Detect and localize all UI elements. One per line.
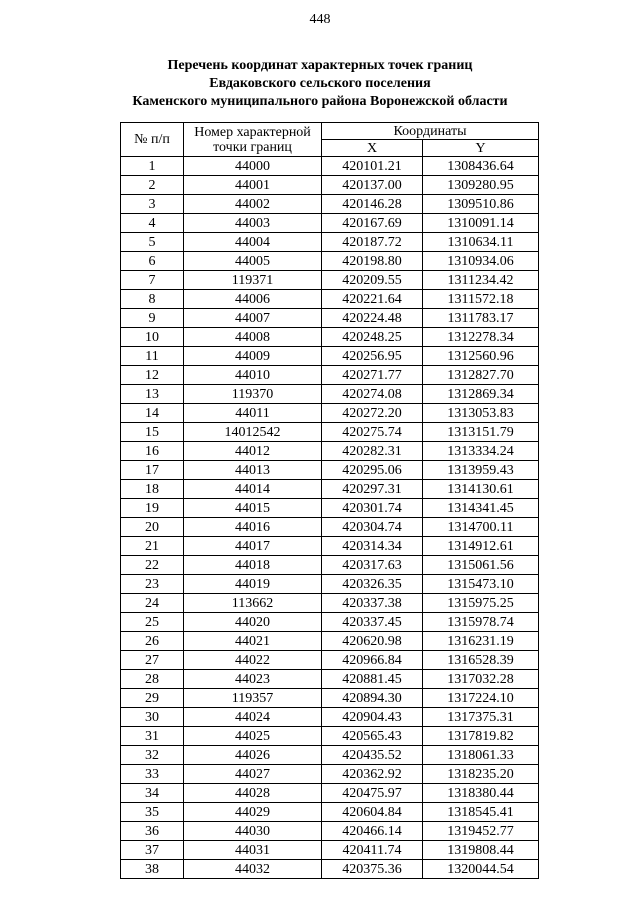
table-row <box>121 423 539 442</box>
cell-point-number: 44024 <box>184 708 322 727</box>
table-row <box>121 708 539 727</box>
cell-point-number: 119370 <box>184 385 322 404</box>
cell-y: 1310091.14 <box>423 214 539 233</box>
cell-y: 1315061.56 <box>423 556 539 575</box>
cell-point-number: 44000 <box>184 157 322 176</box>
cell-point-number: 44007 <box>184 309 322 328</box>
header-coordinates: Координаты <box>322 123 539 140</box>
cell-y: 1320044.54 <box>423 860 539 879</box>
cell-point-number: 14012542 <box>184 423 322 442</box>
cell-row-number: 19 <box>121 499 184 518</box>
cell-y: 1313959.43 <box>423 461 539 480</box>
cell-row-number: 7 <box>121 271 184 290</box>
table-row <box>121 233 539 252</box>
cell-point-number: 44026 <box>184 746 322 765</box>
table-row <box>121 157 539 176</box>
cell-point-number: 44022 <box>184 651 322 670</box>
table-row <box>121 328 539 347</box>
cell-row-number: 20 <box>121 518 184 537</box>
cell-row-number: 25 <box>121 613 184 632</box>
cell-row-number: 14 <box>121 404 184 423</box>
cell-y: 1309510.86 <box>423 195 539 214</box>
cell-point-number: 44014 <box>184 480 322 499</box>
cell-point-number: 44015 <box>184 499 322 518</box>
header-row-number: № п/п <box>121 123 184 157</box>
cell-x: 420337.38 <box>322 594 423 613</box>
cell-y: 1313053.83 <box>423 404 539 423</box>
cell-y: 1312827.70 <box>423 366 539 385</box>
title-line-2: Евдаковского сельского поселения <box>209 76 431 91</box>
cell-y: 1314912.61 <box>423 537 539 556</box>
cell-point-number: 44009 <box>184 347 322 366</box>
table-row <box>121 689 539 708</box>
cell-x: 420604.84 <box>322 803 423 822</box>
cell-row-number: 24 <box>121 594 184 613</box>
cell-x: 420301.74 <box>322 499 423 518</box>
cell-point-number: 44011 <box>184 404 322 423</box>
header-point-line-2: точки границ <box>213 139 292 155</box>
cell-x: 420362.92 <box>322 765 423 784</box>
cell-y: 1313151.79 <box>423 423 539 442</box>
header-point-line-1: Номер характерной <box>194 124 311 140</box>
cell-x: 420966.84 <box>322 651 423 670</box>
cell-point-number: 44016 <box>184 518 322 537</box>
cell-y: 1314341.45 <box>423 499 539 518</box>
cell-row-number: 36 <box>121 822 184 841</box>
cell-row-number: 38 <box>121 860 184 879</box>
cell-point-number: 44032 <box>184 860 322 879</box>
cell-y: 1318061.33 <box>423 746 539 765</box>
cell-row-number: 15 <box>121 423 184 442</box>
table-row <box>121 309 539 328</box>
cell-x: 420297.31 <box>322 480 423 499</box>
table-header <box>121 123 539 157</box>
cell-y: 1312869.34 <box>423 385 539 404</box>
table-row <box>121 252 539 271</box>
cell-x: 420167.69 <box>322 214 423 233</box>
cell-y: 1314130.61 <box>423 480 539 499</box>
cell-row-number: 8 <box>121 290 184 309</box>
cell-y: 1312560.96 <box>423 347 539 366</box>
cell-point-number: 44025 <box>184 727 322 746</box>
table-row <box>121 575 539 594</box>
cell-point-number: 44031 <box>184 841 322 860</box>
cell-x: 420466.14 <box>322 822 423 841</box>
cell-x: 420326.35 <box>322 575 423 594</box>
table-row <box>121 841 539 860</box>
table-row <box>121 518 539 537</box>
cell-point-number: 119371 <box>184 271 322 290</box>
cell-y: 1311234.42 <box>423 271 539 290</box>
cell-row-number: 9 <box>121 309 184 328</box>
cell-x: 420137.00 <box>322 176 423 195</box>
cell-x: 420282.31 <box>322 442 423 461</box>
cell-row-number: 37 <box>121 841 184 860</box>
cell-row-number: 31 <box>121 727 184 746</box>
cell-point-number: 44001 <box>184 176 322 195</box>
cell-point-number: 44017 <box>184 537 322 556</box>
table-row <box>121 860 539 879</box>
cell-row-number: 29 <box>121 689 184 708</box>
table-row <box>121 499 539 518</box>
cell-row-number: 27 <box>121 651 184 670</box>
cell-row-number: 23 <box>121 575 184 594</box>
cell-point-number: 119357 <box>184 689 322 708</box>
cell-row-number: 32 <box>121 746 184 765</box>
cell-point-number: 44013 <box>184 461 322 480</box>
cell-x: 420435.52 <box>322 746 423 765</box>
cell-x: 420411.74 <box>322 841 423 860</box>
cell-y: 1315975.25 <box>423 594 539 613</box>
cell-point-number: 44029 <box>184 803 322 822</box>
table-row <box>121 594 539 613</box>
cell-point-number: 44027 <box>184 765 322 784</box>
cell-y: 1311783.17 <box>423 309 539 328</box>
cell-y: 1319452.77 <box>423 822 539 841</box>
cell-x: 420475.97 <box>322 784 423 803</box>
cell-row-number: 6 <box>121 252 184 271</box>
cell-row-number: 4 <box>121 214 184 233</box>
cell-row-number: 28 <box>121 670 184 689</box>
cell-point-number: 44004 <box>184 233 322 252</box>
cell-y: 1318235.20 <box>423 765 539 784</box>
cell-y: 1319808.44 <box>423 841 539 860</box>
cell-y: 1312278.34 <box>423 328 539 347</box>
cell-y: 1317375.31 <box>423 708 539 727</box>
table-row <box>121 632 539 651</box>
cell-x: 420274.08 <box>322 385 423 404</box>
cell-row-number: 21 <box>121 537 184 556</box>
cell-point-number: 113662 <box>184 594 322 613</box>
title-line-3: Каменского муниципального района Воронежской области <box>132 94 508 109</box>
cell-y: 1311572.18 <box>423 290 539 309</box>
cell-point-number: 44003 <box>184 214 322 233</box>
cell-x: 420904.43 <box>322 708 423 727</box>
cell-y: 1317819.82 <box>423 727 539 746</box>
cell-x: 420620.98 <box>322 632 423 651</box>
header-y: Y <box>423 140 539 157</box>
document-title <box>80 57 560 111</box>
table-row <box>121 670 539 689</box>
cell-y: 1316528.39 <box>423 651 539 670</box>
cell-x: 420304.74 <box>322 518 423 537</box>
cell-row-number: 33 <box>121 765 184 784</box>
cell-y: 1318545.41 <box>423 803 539 822</box>
cell-x: 420565.43 <box>322 727 423 746</box>
cell-point-number: 44018 <box>184 556 322 575</box>
cell-x: 420221.64 <box>322 290 423 309</box>
header-point-number <box>184 123 322 157</box>
cell-y: 1316231.19 <box>423 632 539 651</box>
cell-x: 420224.48 <box>322 309 423 328</box>
cell-x: 420248.25 <box>322 328 423 347</box>
table-row <box>121 366 539 385</box>
cell-x: 420881.45 <box>322 670 423 689</box>
cell-x: 420198.80 <box>322 252 423 271</box>
cell-point-number: 44023 <box>184 670 322 689</box>
table-row <box>121 651 539 670</box>
table-row <box>121 442 539 461</box>
cell-row-number: 18 <box>121 480 184 499</box>
table-row <box>121 385 539 404</box>
cell-row-number: 11 <box>121 347 184 366</box>
cell-y: 1313334.24 <box>423 442 539 461</box>
table-row <box>121 765 539 784</box>
cell-y: 1317032.28 <box>423 670 539 689</box>
coordinates-table <box>120 122 539 879</box>
cell-row-number: 16 <box>121 442 184 461</box>
cell-x: 420337.45 <box>322 613 423 632</box>
cell-y: 1310634.11 <box>423 233 539 252</box>
table-row <box>121 822 539 841</box>
cell-row-number: 2 <box>121 176 184 195</box>
cell-row-number: 3 <box>121 195 184 214</box>
cell-y: 1318380.44 <box>423 784 539 803</box>
cell-point-number: 44020 <box>184 613 322 632</box>
title-line-1: Перечень координат характерных точек границ <box>167 58 473 73</box>
cell-x: 420317.63 <box>322 556 423 575</box>
table-row <box>121 537 539 556</box>
cell-x: 420146.28 <box>322 195 423 214</box>
table-row <box>121 480 539 499</box>
table-row <box>121 556 539 575</box>
cell-y: 1317224.10 <box>423 689 539 708</box>
cell-y: 1308436.64 <box>423 157 539 176</box>
cell-point-number: 44008 <box>184 328 322 347</box>
cell-point-number: 44028 <box>184 784 322 803</box>
table-body <box>121 157 539 879</box>
table-row <box>121 290 539 309</box>
table-row <box>121 347 539 366</box>
cell-row-number: 5 <box>121 233 184 252</box>
cell-y: 1309280.95 <box>423 176 539 195</box>
cell-point-number: 44019 <box>184 575 322 594</box>
table-row <box>121 404 539 423</box>
table-row <box>121 271 539 290</box>
table-row <box>121 746 539 765</box>
cell-x: 420314.34 <box>322 537 423 556</box>
cell-x: 420375.36 <box>322 860 423 879</box>
table-row <box>121 803 539 822</box>
cell-row-number: 12 <box>121 366 184 385</box>
table-row <box>121 461 539 480</box>
cell-x: 420275.74 <box>322 423 423 442</box>
cell-point-number: 44006 <box>184 290 322 309</box>
cell-x: 420256.95 <box>322 347 423 366</box>
cell-x: 420271.77 <box>322 366 423 385</box>
cell-point-number: 44021 <box>184 632 322 651</box>
cell-row-number: 1 <box>121 157 184 176</box>
cell-row-number: 10 <box>121 328 184 347</box>
table-row <box>121 195 539 214</box>
table-row <box>121 214 539 233</box>
cell-x: 420894.30 <box>322 689 423 708</box>
cell-x: 420272.20 <box>322 404 423 423</box>
table-row <box>121 727 539 746</box>
cell-row-number: 13 <box>121 385 184 404</box>
page-number: 448 <box>309 12 331 27</box>
cell-y: 1315473.10 <box>423 575 539 594</box>
cell-x: 420209.55 <box>322 271 423 290</box>
table-row <box>121 613 539 632</box>
cell-point-number: 44005 <box>184 252 322 271</box>
table-row <box>121 176 539 195</box>
cell-row-number: 17 <box>121 461 184 480</box>
header-x: X <box>322 140 423 157</box>
cell-row-number: 34 <box>121 784 184 803</box>
cell-row-number: 35 <box>121 803 184 822</box>
cell-x: 420187.72 <box>322 233 423 252</box>
cell-y: 1315978.74 <box>423 613 539 632</box>
cell-point-number: 44002 <box>184 195 322 214</box>
cell-x: 420295.06 <box>322 461 423 480</box>
cell-point-number: 44030 <box>184 822 322 841</box>
cell-x: 420101.21 <box>322 157 423 176</box>
table-row <box>121 784 539 803</box>
cell-row-number: 26 <box>121 632 184 651</box>
cell-y: 1314700.11 <box>423 518 539 537</box>
cell-y: 1310934.06 <box>423 252 539 271</box>
cell-point-number: 44012 <box>184 442 322 461</box>
cell-row-number: 30 <box>121 708 184 727</box>
cell-point-number: 44010 <box>184 366 322 385</box>
cell-row-number: 22 <box>121 556 184 575</box>
